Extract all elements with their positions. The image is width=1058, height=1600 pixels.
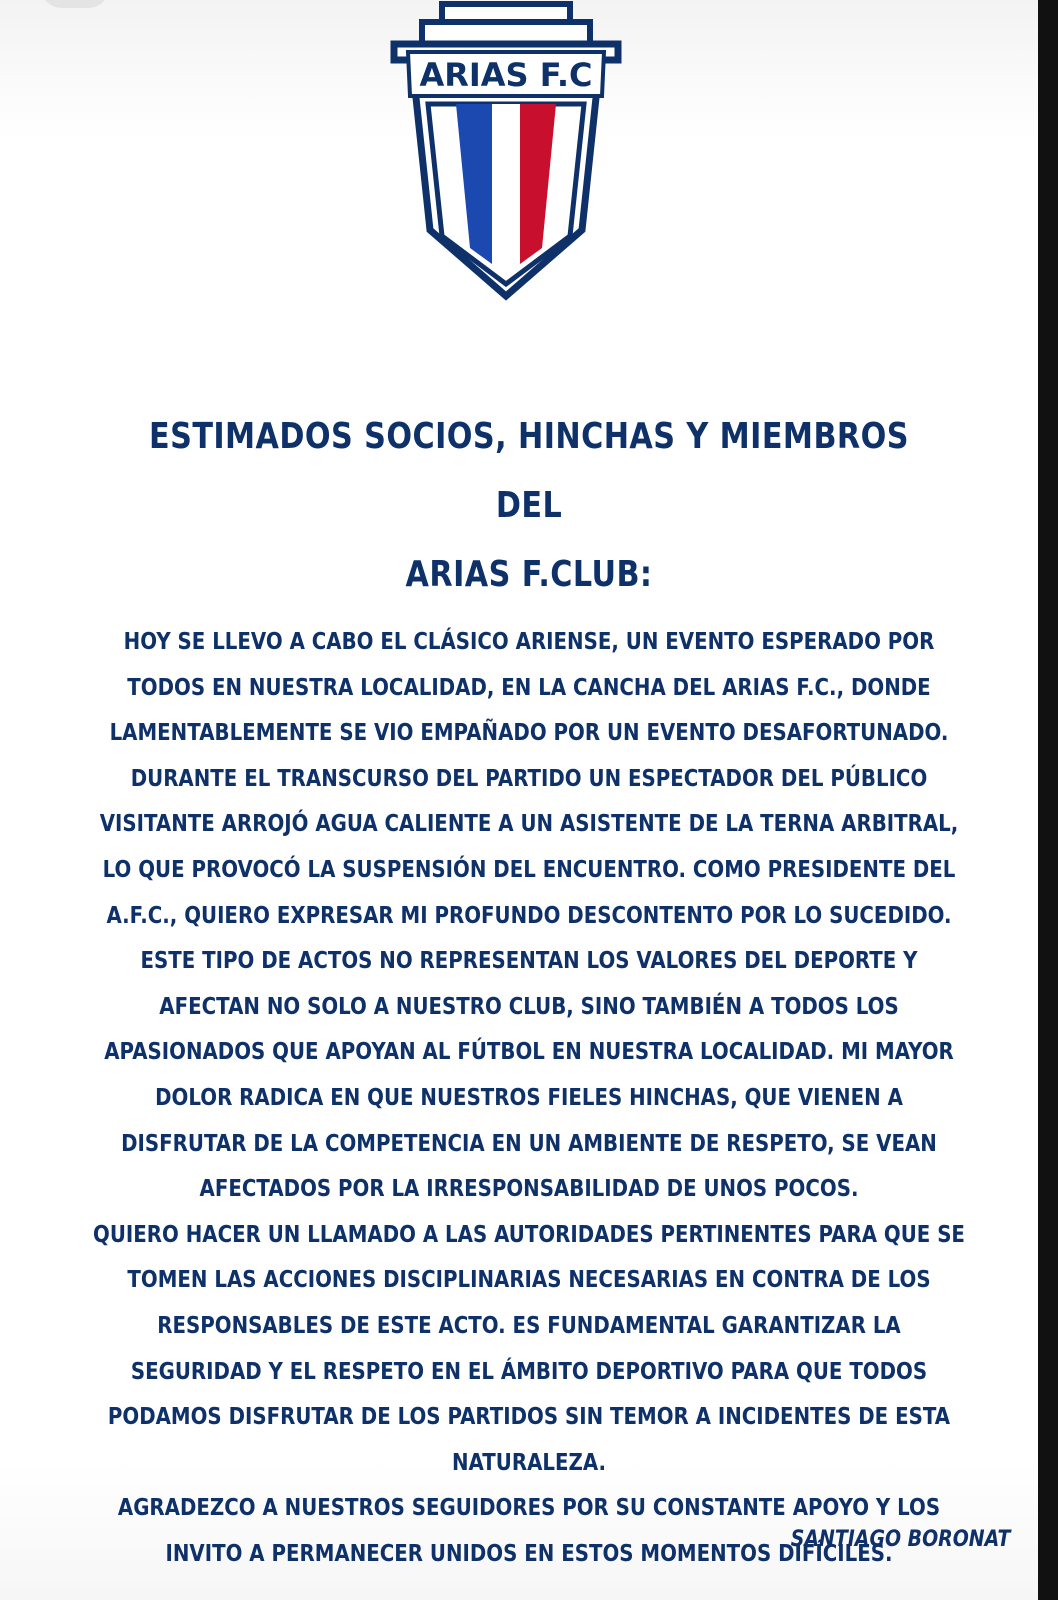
heading-line-1: ESTIMADOS SOCIOS, HINCHAS Y MIEMBROS DEL <box>149 416 909 526</box>
body-paragraph-3: AGRADEZCO A NUESTROS SEGUIDORES POR SU CONSTANTE APOYO Y LOS INVITO A PERMANECER UNIDOS EN ESTOS MOMENTOS DIFÍCILES. <box>117 1495 941 1567</box>
statement-body <box>91 620 966 1577</box>
crest-text: ARIAS F.C <box>419 56 593 94</box>
right-edge-bar <box>1038 0 1058 1600</box>
signature: SANTIAGO BORONAT <box>790 1527 1010 1552</box>
club-crest-logo <box>388 0 624 306</box>
body-paragraph-1: HOY SE LLEVO A CABO EL CLÁSICO ARIENSE, UN EVENTO ESPERADO POR TODOS EN NUESTRA LOCALIDAD, EN LA CANCHA DEL ARIAS F.C., DONDE LAMENTABLEMENTE SE VIO EMPAÑADO POR UN EVENTO DESAFORTUNADO. DURANTE EL TRANSCURSO DEL PARTIDO UN ESPECTADOR DEL PÚBLICO VISITANTE ARROJÓ AGUA CALIENTE A UN ASISTENTE DE LA TERNA ARBITRAL, LO QUE PROVOCÓ LA SUSPENSIÓN DEL ENCUENTRO. COMO PRESIDENTE DEL A.F.C., QUIERO EXPRESAR MI PROFUNDO DESCONTENTO POR LO SUCEDIDO. ESTE TIPO DE ACTOS NO REPRESENTAN LOS VALORES DEL DEPORTE Y AFECTAN NO SOLO A NUESTRO CLUB, SINO TAMBIÉN A TODOS LOS APASIONADOS QUE APOYAN AL FÚTBOL EN NUESTRA LOCALIDAD. MI MAYOR DOLOR RADICA EN QUE NUESTROS FIELES HINCHAS, QUE VIENEN A DISFRUTAR DE LA COMPETENCIA EN UN AMBIENTE DE RESPETO, SE VEAN AFECTADOS POR LA IRRESPONSABILIDAD DE UNOS POCOS. <box>99 629 959 1203</box>
corner-shadow <box>40 0 110 8</box>
body-paragraph-2: QUIERO HACER UN LLAMADO A LAS AUTORIDADES PERTINENTES PARA QUE SE TOMEN LAS ACCIONES DISCIPLINARIAS NECESARIAS EN CONTRA DE LOS RESPONSABLES DE ESTE ACTO. ES FUNDAMENTAL GARANTIZAR LA SEGURIDAD Y EL RESPETO EN EL ÁMBITO DEPORTIVO PARA QUE TODOS PODAMOS DISFRUTAR DE LOS PARTIDOS SIN TEMOR A INCIDENTES DE ESTA NATURALEZA. <box>93 1221 965 1476</box>
statement-heading <box>118 402 940 609</box>
heading-line-2: ARIAS F.CLUB: <box>405 554 653 595</box>
